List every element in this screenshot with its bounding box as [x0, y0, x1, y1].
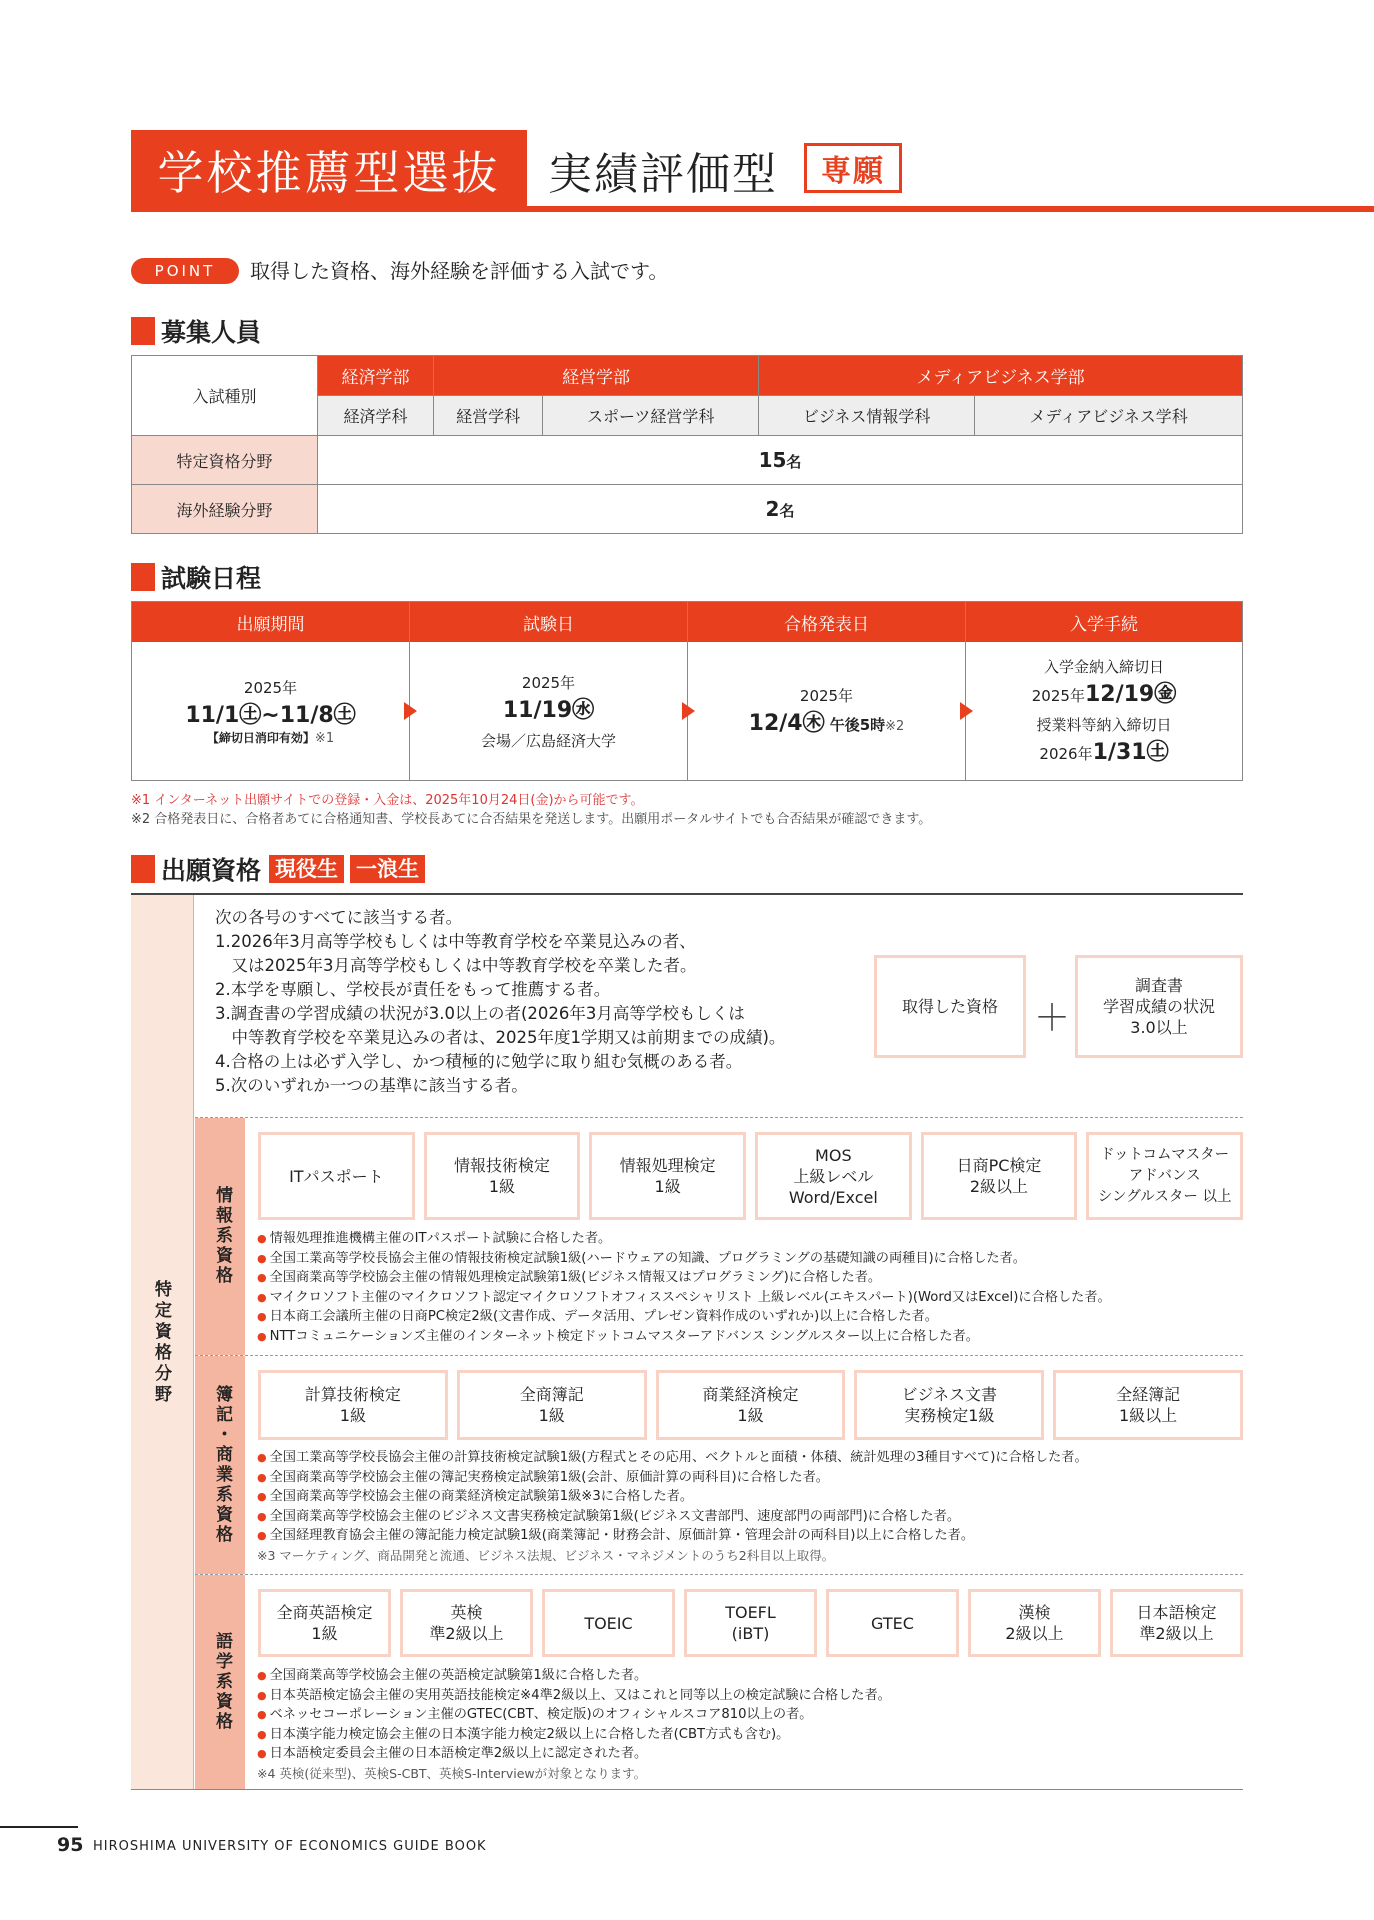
schedule-date: 2026年1/31㊏: [1039, 740, 1169, 765]
condition-line: 5.次のいずれか一つの基準に該当する者。: [215, 1076, 528, 1095]
header-rule: [131, 206, 1374, 212]
plus-icon: ＋: [1034, 998, 1071, 1039]
row-label: 特定資格分野: [132, 436, 318, 485]
capacity-value: 15名: [318, 436, 1243, 485]
bullet-item: ● 全国商業高等学校協会主催の情報処理検定試験第1級(ビジネス情報又はプログラミング)に合格した者。: [257, 1268, 1111, 1288]
heading-marker: [131, 563, 155, 591]
qualification-box: TOEIC: [542, 1589, 675, 1657]
qualification-heading: [131, 853, 425, 885]
qualification-box: TOEFL (iBT): [684, 1589, 817, 1657]
bullet-item: ● 情報処理推進機構主催のITパスポート試験に合格した者。: [257, 1229, 1111, 1249]
tag-ronin: 一浪生: [350, 855, 425, 883]
arrow-icon: [404, 702, 417, 720]
bullet-item: ● 日本語検定委員会主催の日本語検定準2級以上に認定された者。: [257, 1744, 891, 1764]
schedule-note-1: ※1 インターネット出願サイトでの登録・入金は、2025年10月24日(金)から可能です。: [131, 793, 644, 808]
point-label: POINT: [131, 258, 239, 284]
recruit-heading: [131, 315, 261, 347]
bullet-item: ● 全国経理教育協会主催の簿記能力検定試験1級(商業簿記・財務会計、原価計算・管理会計の両科目)以上に合格した者。: [257, 1526, 1088, 1546]
bullet-item: ● 日本英語検定協会主催の実用英語技能検定※4準2級以上、又はこれと同等以上の検定試験に合格した者。: [257, 1686, 891, 1706]
arrow-icon: [682, 702, 695, 720]
category-note: ※4 英検(従来型)、英検S-CBT、英検S-Interviewが対象となります。: [257, 1765, 647, 1781]
schedule-year: 2025年: [243, 678, 298, 697]
schedule-head: 入学手続: [966, 602, 1242, 642]
dept-cell: 経済学部: [318, 356, 434, 396]
bullet-item: ● 日本商工会議所主催の日商PC検定2級(文書作成、データ活用、プレゼン資料作成のいずれか)以上に合格した者。: [257, 1307, 1111, 1327]
bullet-item: ● 全国工業高等学校長協会主催の情報技術検定試験1級(ハードウェアの知識、プログラミングの基礎知識の両種目)に合格した者。: [257, 1249, 1111, 1269]
dept-cell: メディアビジネス学部: [759, 356, 1243, 396]
page-title: 学校推薦型選抜: [131, 130, 527, 210]
condition-line: 1.2026年3月高等学校もしくは中等教育学校を卒業見込みの者、: [215, 932, 696, 951]
subject-cell: 経営学科: [434, 396, 543, 436]
qualification-box: MOS 上級レベル Word/Excel: [755, 1132, 912, 1220]
row-label: 海外経験分野: [132, 485, 318, 534]
schedule-date: 2025年12/19㊎: [1031, 682, 1177, 707]
qualification-box: 英検 準2級以上: [400, 1589, 533, 1657]
bullet-item: ● 全国工業高等学校長協会主催の計算技術検定試験1級(方程式とその応用、ベクトルと面積・体積、統計処理の3種目すべて)に合格した者。: [257, 1448, 1088, 1468]
condition-line: 4.合格の上は必ず入学し、かつ積極的に勉学に取り組む気概のある者。: [215, 1052, 743, 1071]
category-divider: [195, 1574, 1243, 1575]
bullet-item: ● NTTコミュニケーションズ主催のインターネット検定ドットコムマスターアドバンス シングルスター以上に合格した者。: [257, 1327, 1111, 1347]
qualification-divider: [193, 895, 194, 1789]
schedule-col-enroll: [966, 602, 1242, 780]
recruit-table: [131, 355, 1243, 534]
qualification-box: 取得した資格: [874, 955, 1026, 1058]
qualification-box: GTEC: [826, 1589, 959, 1657]
schedule-line: 入学金納入締切日: [1043, 658, 1164, 676]
category-label: 情報系資格: [212, 1186, 232, 1286]
exclusive-badge: 専願: [804, 143, 902, 193]
conditions-list: [215, 906, 785, 1098]
category-label: 語学系資格: [212, 1631, 232, 1732]
schedule-table: [131, 601, 1243, 781]
schedule-date: 12/4㊍ 午後5時※2: [748, 711, 905, 736]
qualification-band-label: 特定資格分野: [151, 1280, 171, 1406]
qualification-box: 全商簿記 1級: [457, 1370, 647, 1440]
subject-cell: スポーツ経営学科: [543, 396, 759, 436]
category-label: 簿記・商業系資格: [212, 1384, 232, 1545]
recruit-heading-text: 募集人員: [161, 318, 262, 347]
condition-line: 又は2025年3月高等学校もしくは中等教育学校を卒業した者。: [215, 956, 697, 975]
schedule-note: 【締切日消印有効】※1: [206, 730, 335, 746]
category-divider: [195, 1117, 1243, 1118]
schedule-head: 合格発表日: [688, 602, 965, 642]
bullet-item: ● 日本漢字能力検定協会主催の日本漢字能力検定2級以上に合格した者(CBT方式も含む)。: [257, 1725, 891, 1745]
qualification-box: 商業経済検定 1級: [656, 1370, 846, 1440]
category-bullets: [257, 1229, 1111, 1346]
schedule-col-exam: [410, 602, 688, 780]
subject-cell: 経済学科: [318, 396, 434, 436]
qualification-box: ITパスポート: [258, 1132, 415, 1220]
schedule-venue: 会場／広島経済大学: [480, 731, 616, 750]
qualification-box: ドットコムマスター アドバンス シングルスター 以上: [1086, 1132, 1243, 1220]
transcript-box: 調査書 学習成績の状況 3.0以上: [1075, 955, 1243, 1058]
schedule-date: 11/19㊌: [502, 697, 595, 723]
point-text: 取得した資格、海外経験を評価する入試です。: [250, 259, 669, 283]
condition-line: 次の各号のすべてに該当する者。: [215, 908, 463, 927]
footer-rule: [0, 1826, 78, 1828]
tag-current: 現役生: [269, 855, 344, 883]
capacity-value: 2名: [318, 485, 1243, 534]
heading-marker: [131, 317, 155, 345]
qualification-box: 情報技術検定 1級: [424, 1132, 581, 1220]
schedule-date: 11/1㊏~11/8㊏: [185, 702, 356, 728]
qualification-box: 日本語検定 準2級以上: [1110, 1589, 1243, 1657]
heading-marker: [131, 855, 155, 883]
subject-cell: メディアビジネス学科: [975, 396, 1243, 436]
qualification-bottom-rule: [131, 1789, 1243, 1790]
qualification-heading-text: 出願資格: [161, 856, 262, 885]
qualification-box: 日商PC検定 2級以上: [921, 1132, 1078, 1220]
category-divider: [195, 1355, 1243, 1356]
bullet-item: ● 全国商業高等学校協会主催の英語検定試験第1級に合格した者。: [257, 1666, 891, 1686]
qualification-rule: [131, 893, 1243, 895]
category-note: ※3 マーケティング、商品開発と流通、ビジネス法規、ビジネス・マネジメントのうち2科目以上取得。: [257, 1547, 835, 1563]
qualification-box: 全商英語検定 1級: [258, 1589, 391, 1657]
qualification-box: ビジネス文書 実務検定1級: [854, 1370, 1044, 1440]
schedule-line: 授業料等納入締切日: [1036, 716, 1172, 734]
schedule-col-result: [688, 602, 966, 780]
schedule-year: 2025年: [521, 673, 576, 692]
bullet-item: ● 全国商業高等学校協会主催のビジネス文書実務検定試験第1級(ビジネス文書部門、速度部門の両部門)に合格した者。: [257, 1507, 1088, 1527]
qualification-box: 情報処理検定 1級: [589, 1132, 746, 1220]
qualification-box: 全経簿記 1級以上: [1053, 1370, 1243, 1440]
bullet-item: ● 全国商業高等学校協会主催の簿記実務検定試験第1級(会計、原価計算の両科目)に合格した者。: [257, 1468, 1088, 1488]
schedule-note-2: ※2 合格発表日に、合格者あてに合格通知書、学校長あてに合否結果を発送します。出願用ポータルサイトでも合否結果が確認できます。: [131, 812, 932, 827]
qualification-box: 漢検 2級以上: [968, 1589, 1101, 1657]
category-bullets: [257, 1666, 891, 1783]
category-bullets: [257, 1448, 1088, 1565]
page-number: 95: [57, 1834, 84, 1856]
page-subtitle: 実績評価型: [548, 149, 778, 200]
subject-cell: ビジネス情報学科: [759, 396, 975, 436]
schedule-col-apply: [132, 602, 410, 780]
schedule-heading: [131, 561, 261, 593]
bullet-item: ● 全国商業高等学校協会主催の商業経済検定試験第1級※3に合格した者。: [257, 1487, 1088, 1507]
condition-line: 中等教育学校を卒業見込みの者は、2025年度1学期又は前期までの成績)。: [215, 1028, 786, 1047]
bullet-item: ● マイクロソフト主催のマイクロソフト認定マイクロソフトオフィススペシャリスト 上級レベル(エキスパート)(Word又はExcel)に合格した者。: [257, 1288, 1111, 1308]
qualification-box: 計算技術検定 1級: [258, 1370, 448, 1440]
schedule-heading-text: 試験日程: [161, 564, 262, 593]
arrow-icon: [960, 702, 973, 720]
table-corner: 入試種別: [132, 356, 318, 436]
condition-line: 3.調査書の学習成績の状況が3.0以上の者(2026年3月高等学校もしくは: [215, 1004, 745, 1023]
dept-cell: 経営学部: [434, 356, 759, 396]
schedule-head: 試験日: [410, 602, 687, 642]
schedule-head: 出願期間: [132, 602, 409, 642]
schedule-year: 2025年: [799, 687, 854, 705]
bullet-item: ● ベネッセコーポレーション主催のGTEC(CBT、検定版)のオフィシャルスコア810以上の者。: [257, 1705, 891, 1725]
condition-line: 2.本学を専願し、学校長が責任をもって推薦する者。: [215, 980, 611, 999]
footer-text: HIROSHIMA UNIVERSITY OF ECONOMICS GUIDE BOOK: [93, 1839, 487, 1854]
